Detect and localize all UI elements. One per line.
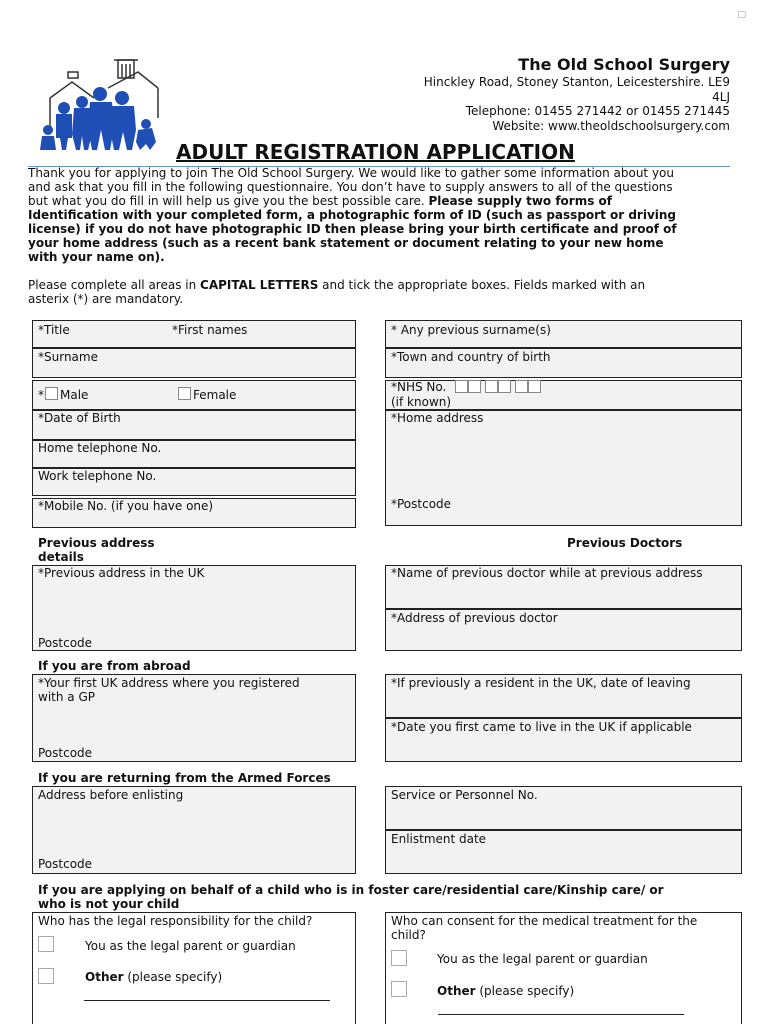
other-specify-line-right[interactable] [438,1014,684,1015]
other-bold-left: Other [85,970,124,984]
female-checkbox[interactable] [178,387,191,401]
abroad-heading: If you are from abroad [38,659,191,673]
consent-label-2: child? [391,928,426,942]
other-rest-right: (please specify) [475,984,575,998]
first-names-label: *First names [172,323,248,337]
consent-box [385,912,742,1024]
corner-mark: □ [737,10,746,20]
prev-doctor-name-label: *Name of previous doctor while at previous address [391,566,703,580]
other-checkbox-right[interactable] [391,981,407,997]
other-label-left [85,970,222,984]
previous-doctors-heading: Previous Doctors [567,536,683,550]
intro-line-7: with your name on). [28,250,165,264]
date-came-label: *Date you first came to live in the UK if applicable [391,720,692,734]
female-label: Female [193,388,237,402]
instructions-part-2: and tick the appropriate boxes. Fields marked with an [318,278,646,292]
dob-label: *Date of Birth [38,411,121,425]
enlistment-date-label: Enlistment date [391,832,487,846]
previous-address-heading-1: Previous address [38,536,155,550]
legal-parent-checkbox-left[interactable] [38,936,54,952]
intro-line-4: Identification with your completed form, a photographic form of ID (such as passport or driving [28,208,677,222]
child-heading [38,883,664,911]
home-postcode-label: *Postcode [391,497,452,511]
previous-address-label: *Previous address in the UK [38,566,205,580]
surgery-logo [38,58,164,152]
armed-forces-heading: If you are returning from the Armed Forces [38,771,331,785]
surgery-address: Hinckley Road, Stoney Stanton, Leicestershire. LE9 [423,75,730,89]
intro-line-3-plain: but what you do fill in will help us give you the best possible care. [28,194,429,208]
mobile-label: *Mobile No. (if you have one) [38,499,214,513]
first-uk-address-label-1: *Your first UK address where you registered [38,676,300,690]
consent-label-1: Who can consent for the medical treatment for the [391,914,698,928]
surgery-website: Website: www.theoldschoolsurgery.com [492,118,730,133]
nhs-label: *NHS No. [391,380,447,394]
intro-paragraph [28,166,738,264]
child-heading-2: who is not your child [38,897,180,911]
address-before-enlisting-label: Address before enlisting [38,788,184,802]
page-title: ADULT REGISTRATION APPLICATION [176,140,575,164]
instructions-line-2: asterix (*) are mandatory. [28,292,184,306]
abroad-postcode-label: Postcode [38,746,93,760]
instructions-line-1 [28,278,738,292]
other-bold-right: Other [437,984,476,998]
surgery-postcode: 4LJ [712,89,730,104]
legal-parent-label-right: You as the legal parent or guardian [437,952,648,966]
surname-label: *Surname [38,350,98,364]
other-checkbox-left[interactable] [38,968,54,984]
previous-address-heading [38,536,155,564]
service-no-label: Service or Personnel No. [391,788,538,802]
gender-asterisk: * [38,388,44,402]
intro-line-3-bold: Please supply two forms of [428,194,612,208]
instructions-part-1: Please complete all areas in [28,278,201,292]
intro-line-3 [28,194,738,208]
instructions [28,278,738,306]
child-heading-1: If you are applying on behalf of a child who is in foster care/residential care/Kinship care/ or [38,883,664,897]
armed-postcode-label: Postcode [38,857,93,871]
surgery-name: The Old School Surgery [518,55,730,74]
previous-postcode-label: Postcode [38,636,93,650]
intro-line-2: and ask that you fill in the following questionnaire. You don’t have to supply answers to all of the questions [28,180,673,194]
home-address-label: *Home address [391,411,484,425]
legal-parent-label-left: You as the legal parent or guardian [85,939,296,953]
prev-surnames-label: * Any previous surname(s) [391,323,551,337]
other-label-right [437,984,574,998]
prev-doctor-address-label: *Address of previous doctor [391,611,558,625]
nhs-digit-boxes[interactable] [455,380,541,394]
other-rest-left: (please specify) [123,970,223,984]
title-label: *Title [38,323,70,337]
male-label: Male [60,388,89,402]
date-leaving-label: *If previously a resident in the UK, date of leaving [391,676,691,690]
other-specify-line-left[interactable] [84,1000,330,1001]
first-uk-address-label-2: with a GP [38,690,95,704]
home-tel-label: Home telephone No. [38,441,162,455]
work-tel-label: Work telephone No. [38,469,157,483]
nhs-if-known: (if known) [391,395,452,409]
intro-line-1: Thank you for applying to join The Old School Surgery. We would like to gather some information about you [28,166,675,180]
instructions-capital: CAPITAL LETTERS [200,278,319,292]
previous-address-heading-2: details [38,550,84,564]
intro-line-5: license) if you do not have photographic ID then please bring your birth certificate and proof of [28,222,677,236]
legal-responsibility-label: Who has the legal responsibility for the child? [38,914,313,928]
legal-parent-checkbox-right[interactable] [391,950,407,966]
birth-place-label: *Town and country of birth [391,350,551,364]
male-checkbox[interactable] [45,387,58,401]
surgery-telephone: Telephone: 01455 271442 or 01455 271445 [465,104,730,118]
intro-line-6: your home address (such as a recent bank statement or document relating to your new home [28,236,664,250]
legal-responsibility-box [32,912,356,1024]
